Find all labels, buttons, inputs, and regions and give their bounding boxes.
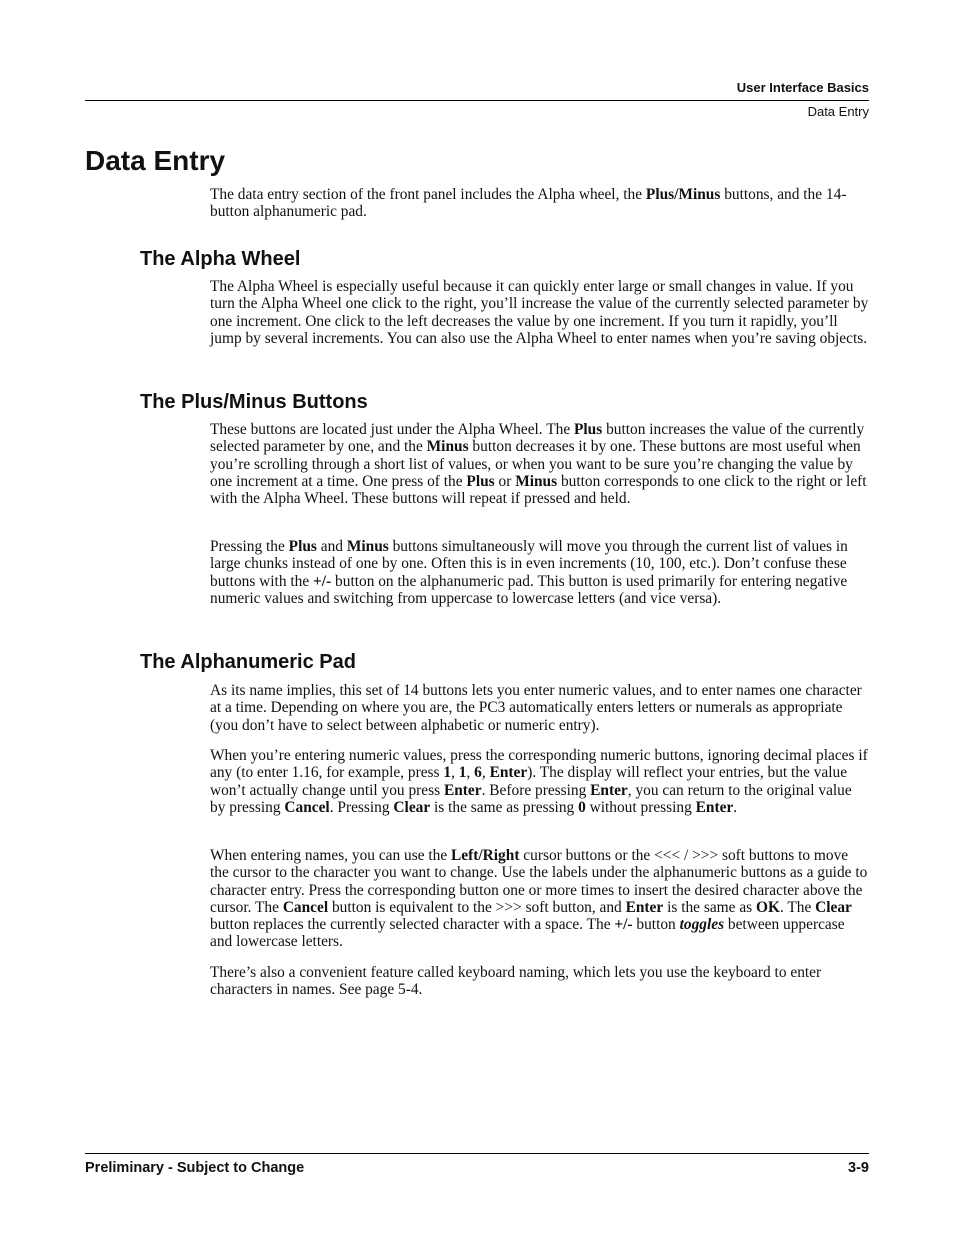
header-rule	[85, 100, 869, 101]
alphanumeric-paragraph-3: When entering names, you can use the Left/Right cursor buttons or the <<< / >>> soft buttons to move the cursor to the character you want to change. Use the labels under the alphanumeric buttons as a guide to character entry. Press the corresponding button one or more times to insert the desired character above the cursor. The Cancel button is equivalent to the >>> soft button, and Enter is the same as OK. The Clear button replaces the currently selected character with a space. The +/- button toggles between uppercase and lowercase letters.	[210, 847, 868, 951]
alphanumeric-paragraph-2: When you’re entering numeric values, press the corresponding numeric buttons, ignoring decimal places if any (to enter 1.16, for example, press 1, 1, 6, Enter). The display will reflect your entries, but the value won’t actually change until you press Enter. Before pressing Enter, you can return to the original value by pressing Cancel. Pressing Clear is the same as pressing 0 without pressing Enter.	[210, 747, 868, 816]
intro-paragraph: The data entry section of the front panel includes the Alpha wheel, the Plus/Minus buttons, and the 14-button alphanumeric pad.	[210, 186, 847, 221]
running-header-subsection: Data Entry	[807, 104, 869, 119]
heading-alpha-wheel: The Alpha Wheel	[140, 248, 301, 270]
page-title: Data Entry	[85, 145, 226, 176]
plus-minus-paragraph-2: Pressing the Plus and Minus buttons simultaneously will move you through the current list of values in large chunks instead of one by one. Often this is in even increments (10, 100, etc.). Don’t confuse these buttons with the +/- button on the alphanumeric pad. This button is used primarily for entering negative numeric values and switching from uppercase to lowercase letters (and vice versa).	[210, 538, 848, 607]
alphanumeric-paragraph-1: As its name implies, this set of 14 buttons lets you enter numeric values, and to enter names one character at a time. Depending on where you are, the PC3 automatically enters letters or numerals as appropriate (you don’t have to select between alphabetic or numeric entry).	[210, 682, 862, 734]
alpha-wheel-paragraph: The Alpha Wheel is especially useful because it can quickly enter large or small changes in value. If you turn the Alpha Wheel one click to the right, you’ll increase the value of the currently selected parameter by one increment. One click to the left decreases the value by one increment. If you turn it rapidly, you’ll jump by several increments. You can also use the Alpha Wheel to enter names when you’re saving objects.	[210, 278, 869, 347]
alphanumeric-paragraph-4: There’s also a convenient feature called keyboard naming, which lets you use the keyboard to enter characters in names. See page 5-4.	[210, 964, 822, 999]
heading-plus-minus: The Plus/Minus Buttons	[140, 391, 368, 413]
footer-rule	[85, 1153, 869, 1154]
footer-notice: Preliminary - Subject to Change	[85, 1160, 305, 1176]
running-header-section: User Interface Basics	[736, 80, 869, 95]
heading-alphanumeric-pad: The Alphanumeric Pad	[140, 651, 356, 673]
page-number: 3-9	[848, 1160, 869, 1176]
plus-minus-paragraph-1: These buttons are located just under the Alpha Wheel. The Plus button increases the value of the currently selected parameter by one, and the Minus button decreases it by one. These buttons are most useful when you’re scrolling through a short list of values, or when you want to be sure you’re changing the value by one increment at a time. One press of the Plus or Minus button corresponds to one click to the right or left with the Alpha Wheel. These buttons will repeat if pressed and held.	[210, 421, 867, 508]
